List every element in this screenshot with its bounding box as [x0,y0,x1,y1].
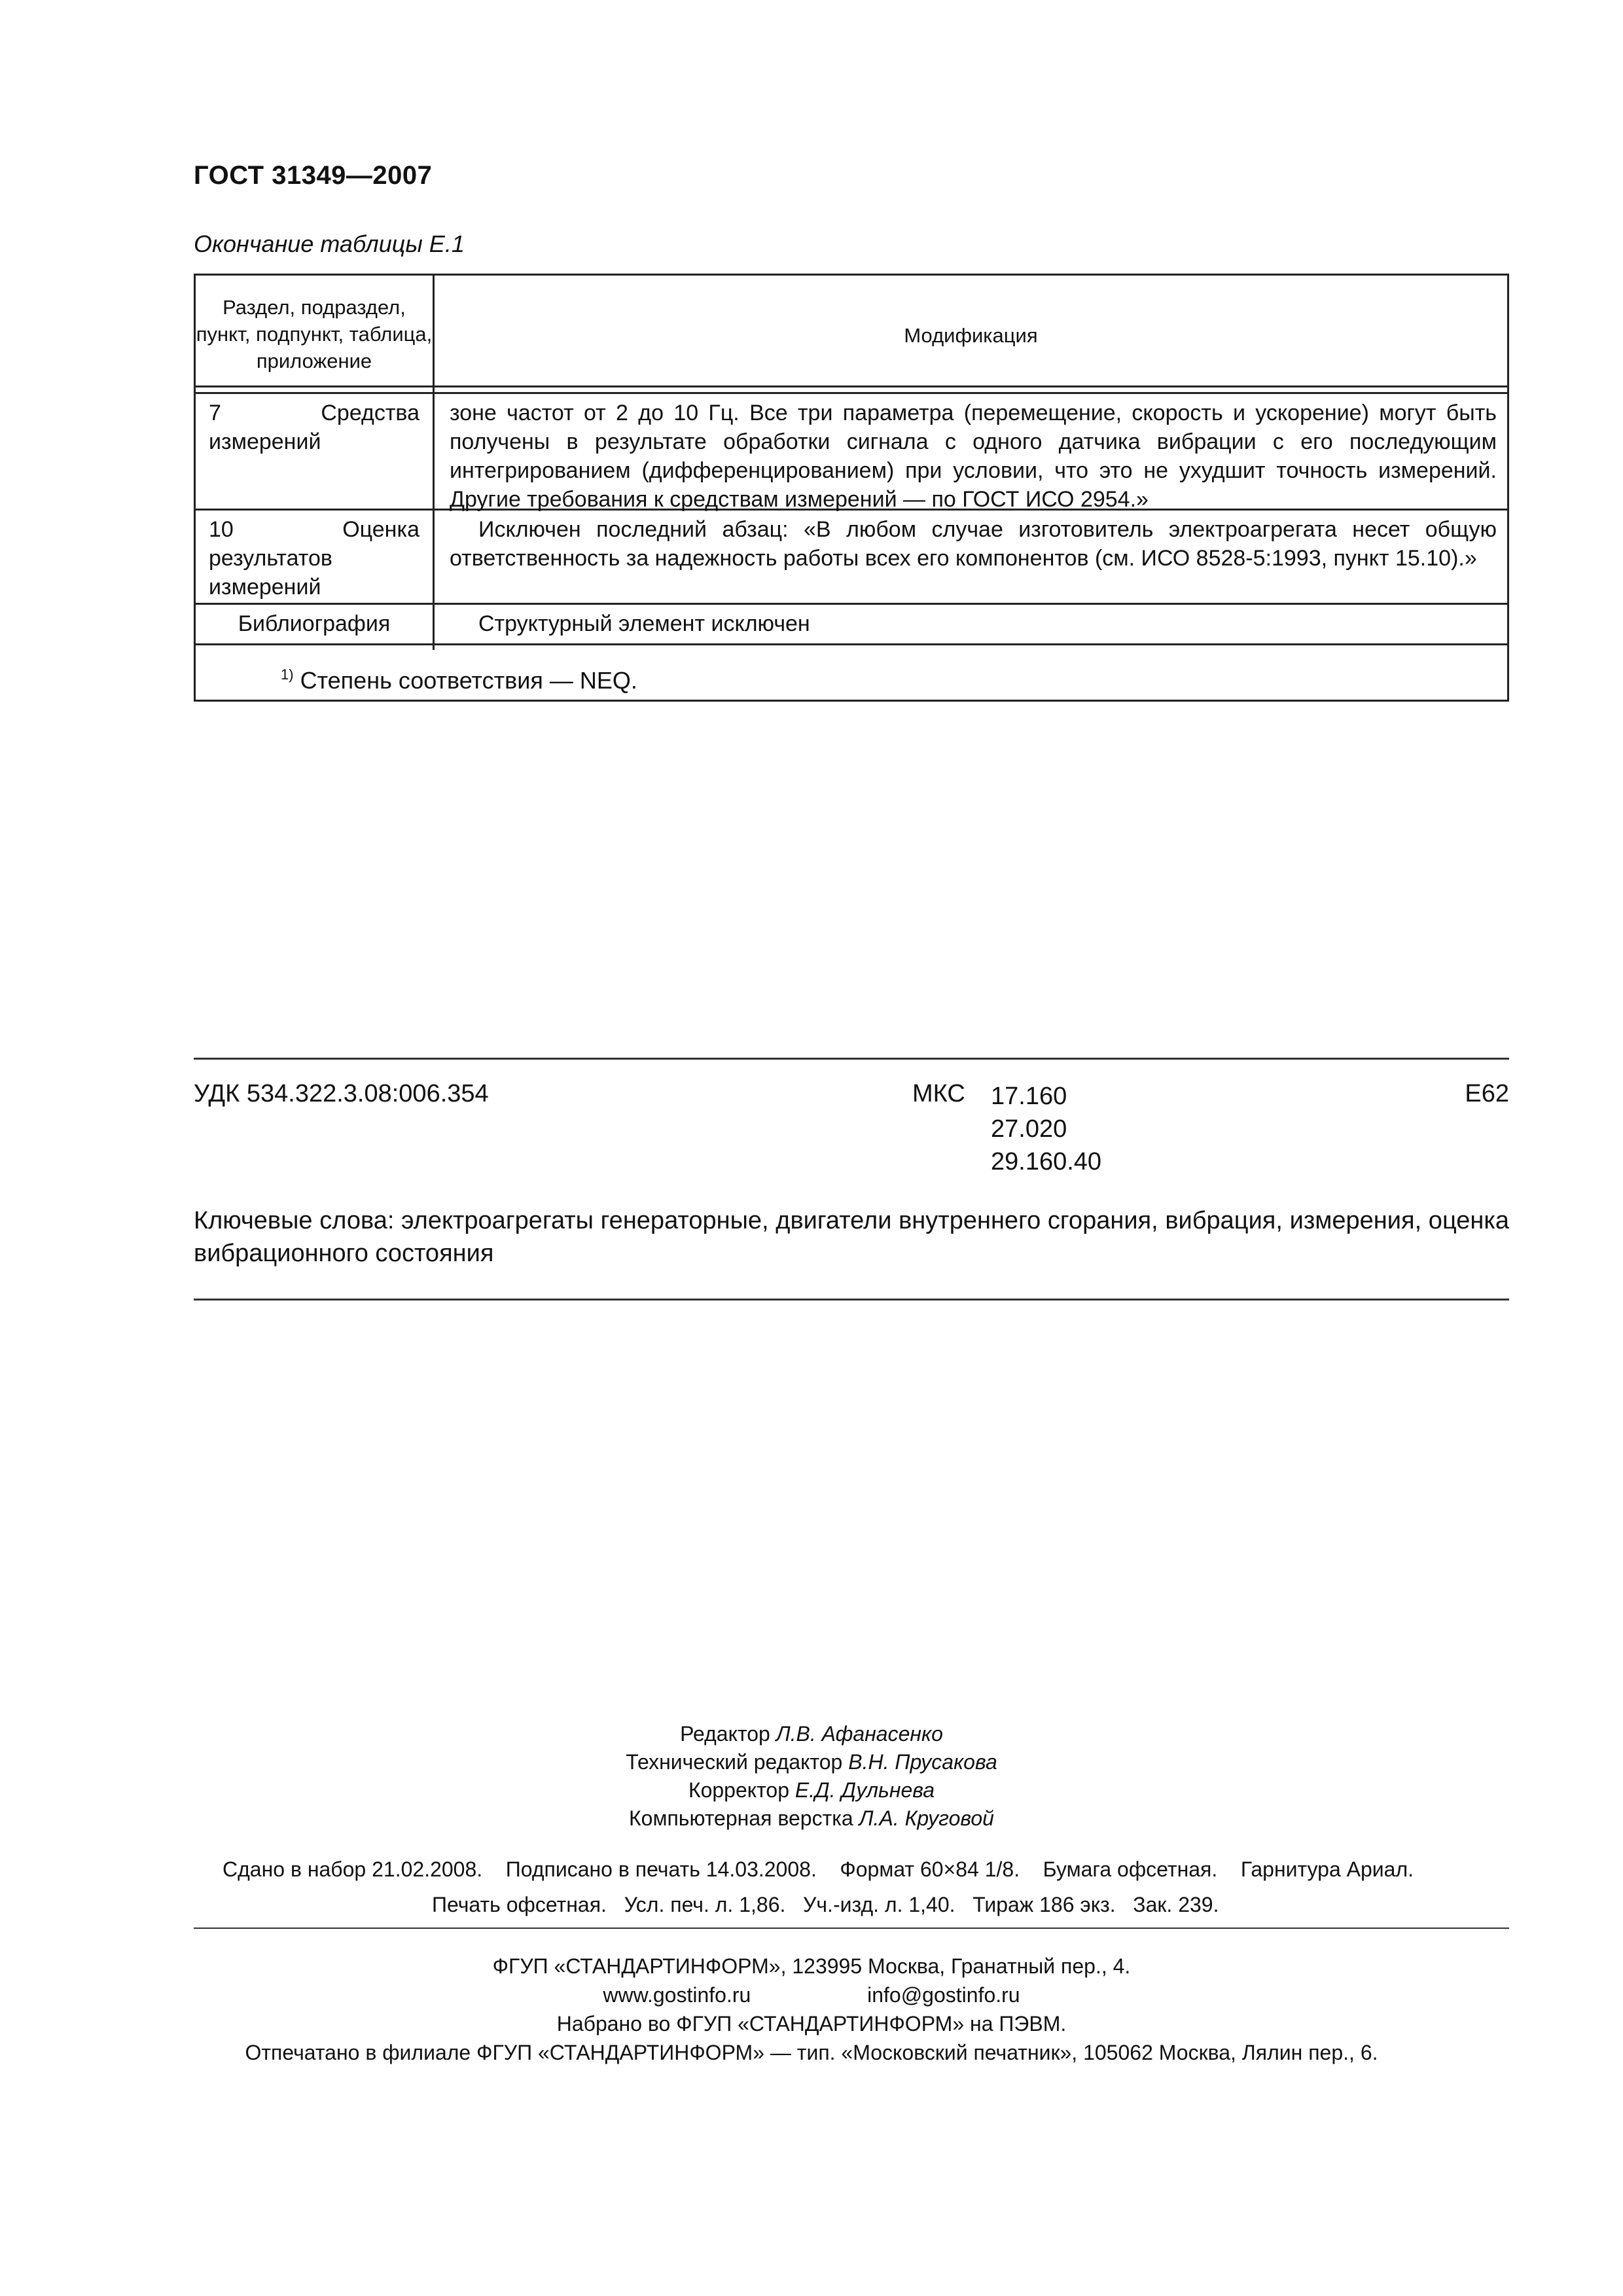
row-section: 7 Средства измерений [209,401,419,454]
typeset-date: Сдано в набор 21.02.2008. [223,1857,483,1881]
keywords [194,1204,1509,1270]
udc-code: УДК 534.322.3.08:006.354 [194,1080,489,1107]
credit-line [0,1776,1623,1804]
printing-location: Отпечатано в филиале ФГУП «СТАНДАРТИНФОРМ» — тип. «Московский печатник», 105062 Москва, Лялин пер., 6. [245,2041,1378,2064]
footnote-mark: 1) [281,666,294,683]
credit-line [0,1720,1623,1748]
divider-rule [194,1058,1509,1060]
print-info-line [223,1857,1414,1882]
print-sheets: Усл. печ. л. 1,86. [624,1893,786,1916]
mks-code: 29.160.40 [991,1148,1102,1175]
order-number: Зак. 239. [1133,1893,1219,1916]
publisher-contacts [0,1981,1623,2009]
keywords-text: электроагрегаты генераторные, двигатели внутреннего сгорания, вибрация, измерения, оценка вибрационного состояния [194,1207,1509,1267]
publisher-address: ФГУП «СТАНДАРТИНФОРМ», 123995 Москва, Гранатный пер., 4. [492,1954,1131,1978]
mks-code: 27.020 [991,1115,1067,1143]
signed-date: Подписано в печать 14.03.2008. [505,1857,817,1881]
publisher-info [0,1952,1623,2067]
row-divider [196,603,1507,605]
column-header-section: Раздел, подраздел, пункт, подпункт, таблица, приложение [196,296,433,372]
credit-role: Корректор [688,1778,790,1802]
row-section: Библиография [238,611,391,636]
print-info-line [432,1893,1219,1917]
table-footnote [281,660,637,695]
print-run: Тираж 186 экз. [972,1893,1116,1916]
mks-label: МКС [912,1080,965,1107]
credit-role: Технический редактор [626,1750,843,1774]
row-modification: Исключен последний абзац: «В любом случае изготовитель электроагрегата несет общую ответственность за надежность работы всех его компонентов (см. ИСО 8528-5:1993, пункт 15.10).» [450,517,1497,571]
divider-rule [194,1299,1509,1300]
header-divider-double [196,392,1507,394]
column-header-modification: Модификация [904,324,1038,347]
paper-type: Бумага офсетная. [1043,1857,1218,1881]
credit-role: Редактор [680,1722,770,1746]
divider-rule [194,1928,1509,1929]
typeset-location: Набрано во ФГУП «СТАНДАРТИНФОРМ» на ПЭВМ. [556,2012,1067,2036]
header-divider [196,386,1507,387]
row-divider [196,643,1507,645]
mks-code: 17.160 [991,1083,1067,1110]
typeface: Гарнитура Ариал. [1240,1857,1414,1881]
credit-name: Е.Д. Дульнева [794,1778,935,1802]
credits [0,1720,1623,1833]
row-section: 10 Оценка результатов измерений [209,517,419,600]
okp-code: Е62 [1465,1080,1509,1107]
credit-line [0,1748,1623,1776]
credit-name: Л.А. Круговой [859,1806,994,1830]
credit-role: Компьютерная верстка [629,1806,853,1830]
document-number: ГОСТ 31349—2007 [194,161,433,190]
credit-name: В.Н. Прусакова [848,1750,997,1774]
print-format: Формат 60×84 1/8. [840,1857,1020,1881]
table-caption: Окончание таблицы Е.1 [194,230,465,257]
website-link[interactable]: www.gostinfo.ru [603,1983,751,2007]
modification-table [194,274,1509,702]
credit-line [0,1804,1623,1833]
email-link[interactable]: info@gostinfo.ru [867,1983,1020,2007]
footnote-text: Степень соответствия — NEQ. [300,667,637,694]
mks-codes [991,1080,1101,1178]
edition-sheets: Уч.-изд. л. 1,40. [803,1893,955,1916]
row-modification: Структурный элемент исключен [478,611,810,636]
credit-name: Л.В. Афанасенко [776,1722,943,1746]
row-modification: зоне частот от 2 до 10 Гц. Все три параметра (перемещение, скорость и ускорение) могут быть получены в результате обработки сигнала с одного датчика вибрации с его последующим интегрированием (дифференцированием) при условии, что это не ухудшит точность измерений. Другие требования к средствам измерений — по ГОСТ ИСО 2954.» [450,401,1497,512]
keywords-label: Ключевые слова: [194,1207,395,1234]
print-method: Печать офсетная. [432,1893,607,1916]
